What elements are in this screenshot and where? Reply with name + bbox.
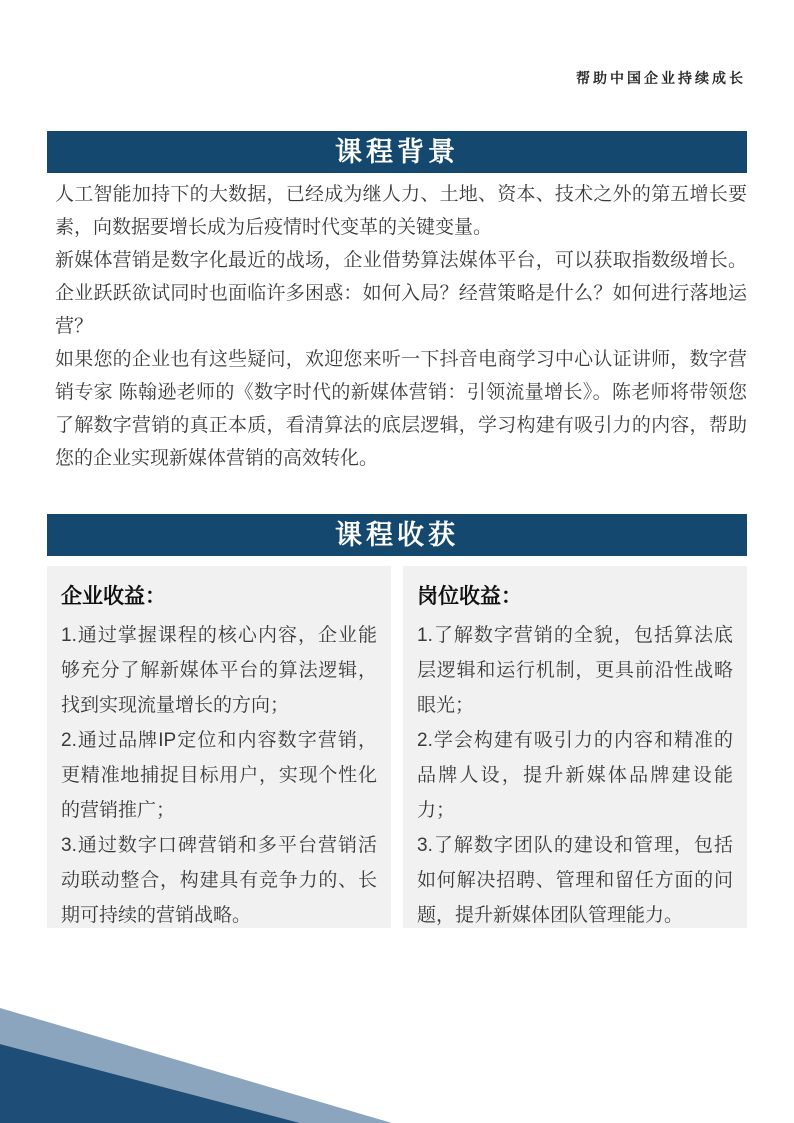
paragraph-3: 如果您的企业也有这些疑问，欢迎您来听一下抖音电商学习中心认证讲师，数字营销专家 陈翰逊老师的《数字时代的新媒体营销：引领流量增长》。陈老师将带领您了解数字营销的真正本质，看清算法的底层逻辑，学习构建有吸引力的内容，帮助您的企业实现新媒体营销的高效转化。 [55, 349, 747, 469]
position-benefit-item-2: 2.学会构建有吸引力的内容和精准的品牌人设，提升新媒体品牌建设能力； [417, 730, 733, 821]
enterprise-benefits-heading: 企业收益： [61, 585, 166, 608]
course-background-text [47, 178, 747, 475]
paragraph-2: 新媒体营销是数字化最近的战场，企业借势算法媒体平台，可以获取指数级增长。企业跃跃欲试同时也面临许多困惑：如何入局？经营策略是什么？如何进行落地运营？ [55, 250, 747, 337]
footer-decoration [0, 980, 794, 1123]
header-tagline: 帮助中国企业持续成长 [576, 70, 746, 86]
course-gains-columns [47, 566, 747, 928]
position-benefit-item-3: 3.了解数字团队的建设和管理，包括如何解决招聘、管理和留任方面的问题，提升新媒体团队管理能力。 [417, 835, 733, 926]
section-title-course-background: 课程背景 [47, 131, 747, 173]
position-benefit-item-1: 1.了解数字营销的全貌，包括算法底层逻辑和运行机制，更具前沿性战略眼光； [417, 625, 733, 716]
enterprise-benefits-box [47, 566, 391, 928]
section-title-course-gains: 课程收获 [47, 514, 747, 556]
enterprise-benefit-item-2: 2.通过品牌IP定位和内容数字营销，更精准地捕捉目标用户，实现个性化的营销推广； [61, 730, 377, 821]
enterprise-benefit-item-3: 3.通过数字口碑营销和多平台营销活动联动整合，构建具有竞争力的、长期可持续的营销战略。 [61, 835, 377, 926]
enterprise-benefit-item-1: 1.通过掌握课程的核心内容，企业能够充分了解新媒体平台的算法逻辑，找到实现流量增长的方向； [61, 625, 377, 716]
position-benefits-heading: 岗位收益： [417, 585, 522, 608]
position-benefits-box [403, 566, 747, 928]
paragraph-1: 人工智能加持下的大数据，已经成为继人力、土地、资本、技术之外的第五增长要素，向数据要增长成为后疫情时代变革的关键变量。 [55, 184, 747, 238]
